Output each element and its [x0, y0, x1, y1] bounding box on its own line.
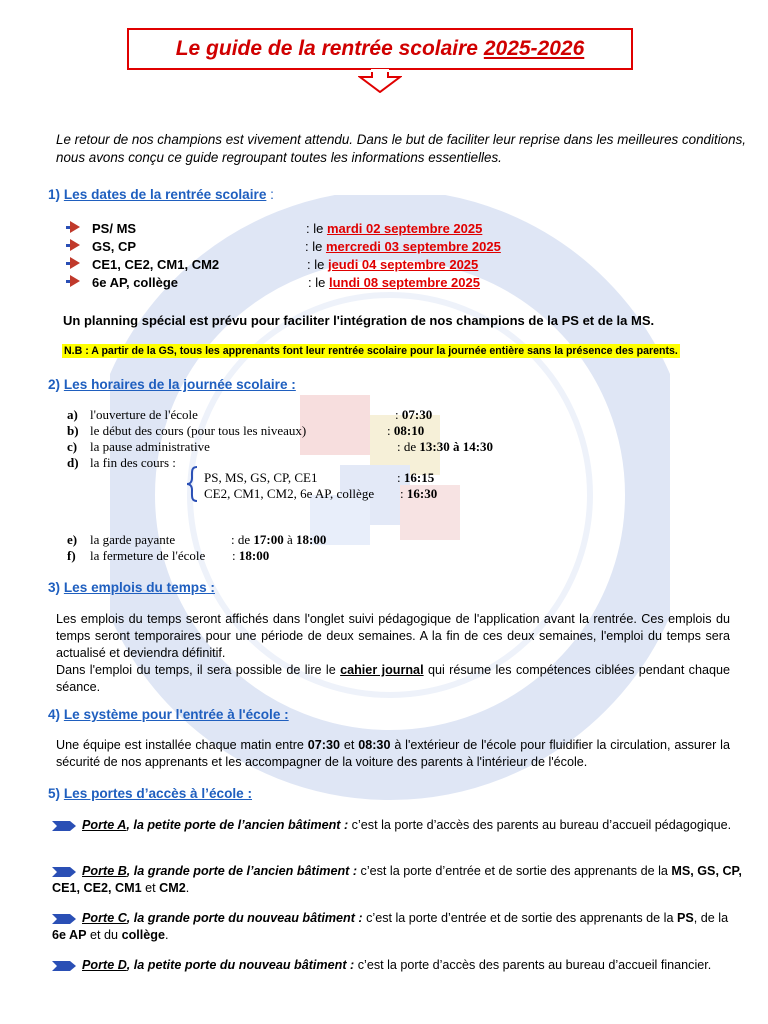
section-1-heading	[48, 187, 274, 202]
door-item: Porte A, la petite porte de l’ancien bâtiment : c’est la porte d’accès des parents au bureau d’accueil pédagogique.	[52, 817, 742, 834]
door-item: Porte D, la petite porte du nouveau bâtiment : c’est la porte d’accès des parents au bureau d’accueil financier.	[52, 957, 742, 974]
chevron-arrow-icon	[52, 961, 76, 971]
title-main: Le guide de la rentrée scolaire	[175, 37, 478, 60]
title-arrow-icon	[358, 69, 402, 93]
schedule-row: e) la garde payante : de 17:00 à 18:00	[67, 532, 327, 547]
section-2-heading	[48, 377, 296, 392]
chevron-arrow-icon	[52, 867, 76, 877]
chevron-arrow-icon	[52, 821, 76, 831]
date-row	[66, 275, 566, 293]
date-row	[66, 239, 566, 257]
date-row	[66, 221, 566, 239]
title-year: 2025-2026	[483, 37, 585, 60]
nb-highlight-note: N.B : A partir de la GS, tous les apprenants font leur rentrée scolaire pour la journée entière sans la présence des parents.	[64, 345, 678, 357]
schedule-row: a) l'ouverture de l'école : 07:30	[67, 407, 433, 422]
intro-text: Le retour de nos champions est vivement attendu. Dans le but de faciliter leur reprise dans les meilleures conditions, nous avons conçu ce guide regroupant toutes les informations essentielles.	[56, 132, 746, 165]
date-value: : le mardi 02 septembre 2025	[306, 221, 483, 236]
date-row	[66, 257, 566, 275]
date-value: : le lundi 08 septembre 2025	[308, 275, 480, 290]
date-level: GS, CP	[92, 239, 137, 254]
section-title: Les emplois du temps :	[63, 580, 215, 595]
brace-icon	[185, 466, 199, 502]
section-colon: :	[266, 187, 274, 202]
page-title	[176, 37, 585, 61]
section-title: Le système pour l'entrée à l'école :	[63, 707, 289, 722]
entry-system-paragraph: Une équipe est installée chaque matin entre 07:30 et 08:30 à l'extérieur de l'école pour fluidifier la circulation, assurer la sécurité de nos apprenants et les accompagner de la voiture des parents à l'intérieur de l'école.	[56, 738, 730, 769]
section-number: 1)	[48, 187, 61, 202]
section-title: Les dates de la rentrée scolaire	[63, 187, 267, 202]
title-box	[127, 28, 633, 70]
schedule-row: d) la fin des cours :	[67, 455, 176, 470]
timetable-paragraph: Les emplois du temps seront affichés dans l'onglet suivi pédagogique de l'application avant la rentrée. Ces emplois du temps seront temporaires pour une période de deux semaines. A la fin de ces deux semaines, l'emploi du temps sera actualisé et deviendra définitif. Dans l'emploi du temps, il sera possible de lire le cahier journal qui résume les compétences ciblées pendant chaque séance.	[56, 612, 731, 694]
planning-note: Un planning spécial est prévu pour faciliter l'intégration de nos champions de la PS et de la MS.	[63, 313, 655, 328]
end-time-row: CE2, CM1, CM2, 6e AP, collège : 16:30	[204, 486, 438, 501]
date-level: 6e AP, collège	[92, 275, 178, 290]
section-number: 4)	[48, 707, 61, 722]
arrow-bullet-icon	[66, 221, 82, 236]
section-title: Les horaires de la journée scolaire :	[63, 377, 296, 392]
section-number: 5)	[48, 786, 61, 801]
end-time-row: PS, MS, GS, CP, CE1 : 16:15	[204, 470, 435, 485]
section-4-heading	[48, 707, 289, 722]
schedule-row: f) la fermeture de l'école : 18:00	[67, 548, 270, 563]
section-5-heading	[48, 786, 252, 801]
date-value: : le jeudi 04 septembre 2025	[307, 257, 479, 272]
section-3-heading	[48, 580, 215, 595]
arrow-bullet-icon	[66, 239, 82, 254]
date-level: CE1, CE2, CM1, CM2	[92, 257, 220, 272]
door-item: Porte B, la grande porte de l’ancien bâtiment : c’est la porte d’entrée et de sortie des apprenants de la MS, GS, CP, CE1, CE2, CM1 et CM2.	[52, 864, 742, 895]
section-number: 3)	[48, 580, 61, 595]
section-number: 2)	[48, 377, 61, 392]
arrow-bullet-icon	[66, 275, 82, 290]
arrow-bullet-icon	[66, 257, 82, 272]
chevron-arrow-icon	[52, 914, 76, 924]
schedule-row: c) la pause administrative : de 13:30 à 14:30	[67, 439, 494, 454]
schedule-row: b) le début des cours (pour tous les niveaux) : 08:10	[67, 423, 425, 438]
date-value: : le mercredi 03 septembre 2025	[305, 239, 501, 254]
section-title: Les portes d’accès à l’école :	[63, 786, 253, 801]
date-level: PS/ MS	[92, 221, 137, 236]
door-item: Porte C, la grande porte du nouveau bâtiment : c’est la porte d’entrée et de sortie des apprenants de la PS, de la 6e AP et du collège.	[52, 911, 729, 942]
